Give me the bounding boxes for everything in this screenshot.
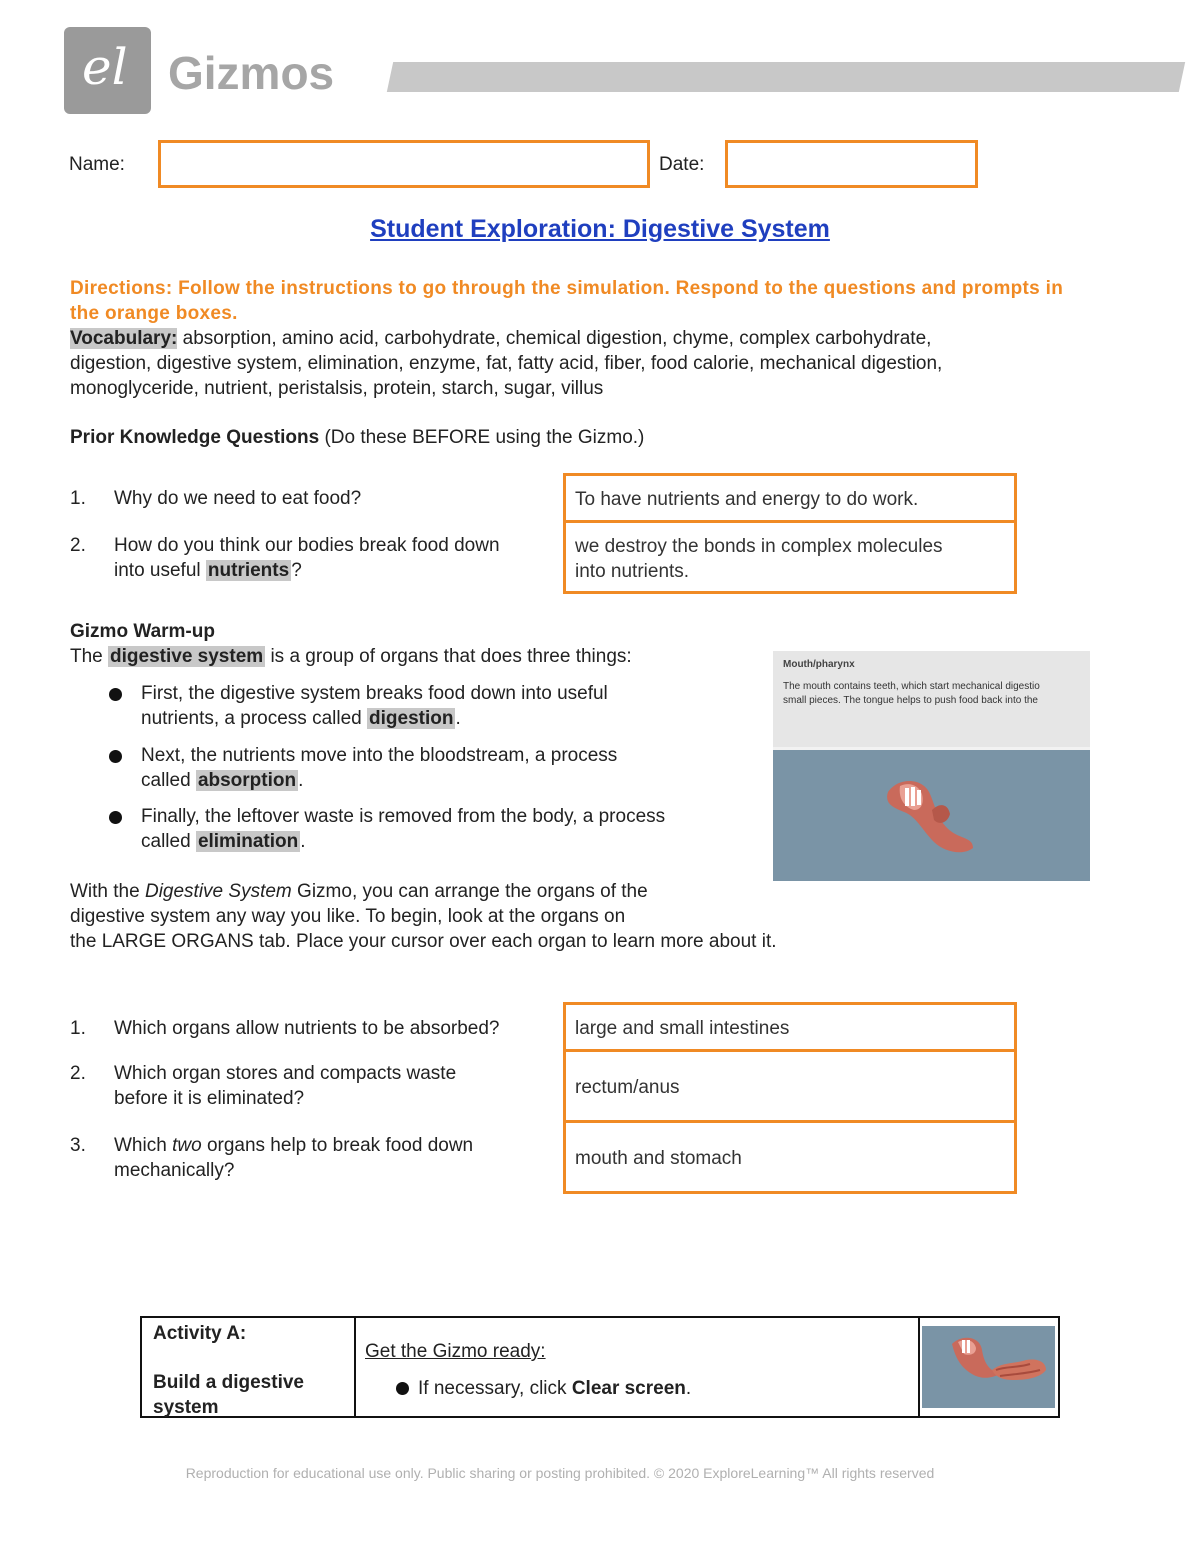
activity-step-pre: If necessary, click: [418, 1378, 567, 1399]
q2-line1: Which organ stores and compacts waste: [114, 1063, 457, 1084]
name-field[interactable]: [158, 140, 650, 188]
prior-q2-text: [114, 533, 500, 583]
activity-label: Activity A:: [153, 1323, 247, 1344]
warmup-para-italic: Digestive System: [144, 881, 292, 902]
q3-answer: mouth and stomach: [575, 1148, 742, 1169]
vocabulary-label: Vocabulary:: [70, 328, 178, 349]
q1-answer-box[interactable]: [563, 1002, 1017, 1052]
footer-copyright: Reproduction for educational use only. Public sharing or posting prohibited. © 2020 ExploreLearning™ All rights reserved: [185, 1465, 935, 1481]
prior-heading-note: (Do these BEFORE using the Gizmo.): [324, 427, 645, 448]
q2-line2: before it is eliminated?: [114, 1088, 305, 1109]
vocabulary-line2: digestion, digestive system, elimination, enzyme, fat, fatty acid, fiber, food calorie, mechanical digestion,: [70, 353, 943, 374]
prior-q2-answer-line1: we destroy the bonds in complex molecules: [575, 536, 943, 557]
q3-line2: mechanically?: [114, 1160, 235, 1181]
bullet-absorption-pre: called: [141, 770, 191, 791]
bullet-icon: [109, 688, 122, 701]
warmup-intro: [70, 644, 632, 669]
warmup-para-line3: the LARGE ORGANS tab. Place your cursor over each organ to learn more about it.: [70, 931, 777, 952]
brand-name: Gizmos: [168, 47, 335, 99]
bullet-digestion-line1: First, the digestive system breaks food down into useful: [141, 683, 608, 704]
activity-image: [922, 1326, 1055, 1408]
logo-mark-text: el: [82, 38, 128, 96]
bullet-digestion-pre: nutrients, a process called: [141, 708, 362, 729]
bullet-absorption-line1: Next, the nutrients move into the bloodstream, a process: [141, 745, 618, 766]
q3-pre: Which: [114, 1135, 167, 1156]
q1-text: Which organs allow nutrients to be absorbed?: [114, 1018, 500, 1039]
activity-name-line2: system: [153, 1397, 219, 1418]
mouth-pharynx-icon: [878, 772, 978, 857]
q3-answer-box[interactable]: [563, 1120, 1017, 1194]
q2-num: 2.: [70, 1063, 86, 1084]
activity-table: [140, 1316, 1060, 1418]
term-absorption: absorption: [197, 770, 297, 791]
prior-heading-title: Prior Knowledge Questions: [70, 427, 320, 448]
bullet-digestion: [141, 681, 608, 731]
directions: Directions: Follow the instructions to go through the simulation. Respond to the questions and prompts in the orange boxes.: [70, 278, 1064, 324]
prior-q2-line1: How do you think our bodies break food down: [114, 535, 500, 556]
vocabulary-line1: absorption, amino acid, carbohydrate, chemical digestion, chyme, complex carbohydrate,: [182, 328, 932, 349]
sim-info-line1: The mouth contains teeth, which start mechanical digestio: [783, 681, 1040, 692]
prior-q1-num: 1.: [70, 488, 86, 509]
warmup-intro-post: is a group of organs that does three things:: [270, 646, 632, 667]
bullet-digestion-post: .: [455, 708, 461, 729]
digestive-organs-icon: [922, 1326, 1055, 1408]
prior-q2-post: ?: [291, 560, 302, 581]
bullet-elimination-post: .: [300, 831, 306, 852]
activity-image-cell: [920, 1318, 1058, 1416]
q2-answer-box[interactable]: [563, 1049, 1017, 1123]
q2-answer: rectum/anus: [575, 1077, 680, 1098]
warmup-para-pre: With the: [70, 881, 140, 902]
warmup-intro-pre: The: [70, 646, 103, 667]
bullet-absorption-post: .: [298, 770, 304, 791]
bullet-elimination: [141, 804, 665, 854]
bullet-elimination-pre: called: [141, 831, 191, 852]
bullet-icon: [109, 750, 122, 763]
q1-num: 1.: [70, 1018, 86, 1039]
warmup-para-post: Gizmo, you can arrange the organs of the: [297, 881, 648, 902]
clear-screen-button-ref: Clear screen: [571, 1378, 686, 1399]
term-nutrients: nutrients: [207, 560, 290, 581]
date-field[interactable]: [725, 140, 978, 188]
vocabulary-line3: monoglyceride, nutrient, peristalsis, protein, starch, sugar, villus: [70, 378, 604, 399]
warmup-paragraph: [70, 879, 900, 954]
term-digestion: digestion: [369, 708, 454, 729]
activity-step: [418, 1376, 691, 1401]
bullet-icon: [109, 811, 122, 824]
q3-text: [114, 1133, 473, 1183]
logo-mark: [64, 27, 151, 114]
prior-heading: [70, 425, 644, 450]
name-label: Name:: [69, 154, 125, 175]
prior-q2-answer-line2: into nutrients.: [575, 561, 690, 582]
bullet-icon: [396, 1382, 409, 1395]
bullet-absorption: [141, 743, 617, 793]
prior-q2-answer-box[interactable]: [563, 520, 1017, 594]
q3-italic: two: [172, 1135, 202, 1156]
sim-info-line2: small pieces. The tongue helps to push food back into the: [783, 695, 1038, 706]
q1-answer: large and small intestines: [575, 1018, 790, 1039]
vocabulary: [70, 326, 1150, 401]
activity-step-post: .: [685, 1378, 692, 1399]
term-elimination: elimination: [197, 831, 299, 852]
header-bar: [387, 62, 1185, 92]
term-digestive-system: digestive system: [110, 646, 264, 667]
prior-q1-answer-box[interactable]: [563, 473, 1017, 523]
sim-stage: [773, 750, 1090, 881]
prior-q2-num: 2.: [70, 535, 86, 556]
q2-text: [114, 1061, 456, 1111]
prior-q1-text: Why do we need to eat food?: [114, 488, 362, 509]
gizmo-screenshot: [773, 651, 1090, 881]
activity-name-line1: Build a digestive: [153, 1372, 304, 1393]
q3-post: organs help to break food down: [206, 1135, 474, 1156]
q3-num: 3.: [70, 1135, 86, 1156]
activity-ready: Get the Gizmo ready:: [365, 1341, 546, 1362]
prior-q2-line2: into useful: [114, 560, 201, 581]
warmup-para-line2: digestive system any way you like. To begin, look at the organs on: [70, 906, 626, 927]
warmup-heading: Gizmo Warm-up: [70, 621, 215, 642]
bullet-elimination-line1: Finally, the leftover waste is removed from the body, a process: [141, 806, 666, 827]
prior-q1-answer: To have nutrients and energy to do work.: [575, 489, 919, 510]
sim-info-title: Mouth/pharynx: [783, 659, 855, 670]
activity-label-cell: [142, 1318, 356, 1416]
date-label: Date:: [659, 154, 705, 175]
activity-steps-cell: [356, 1318, 920, 1416]
page-title: Student Exploration: Digestive System: [370, 215, 830, 243]
